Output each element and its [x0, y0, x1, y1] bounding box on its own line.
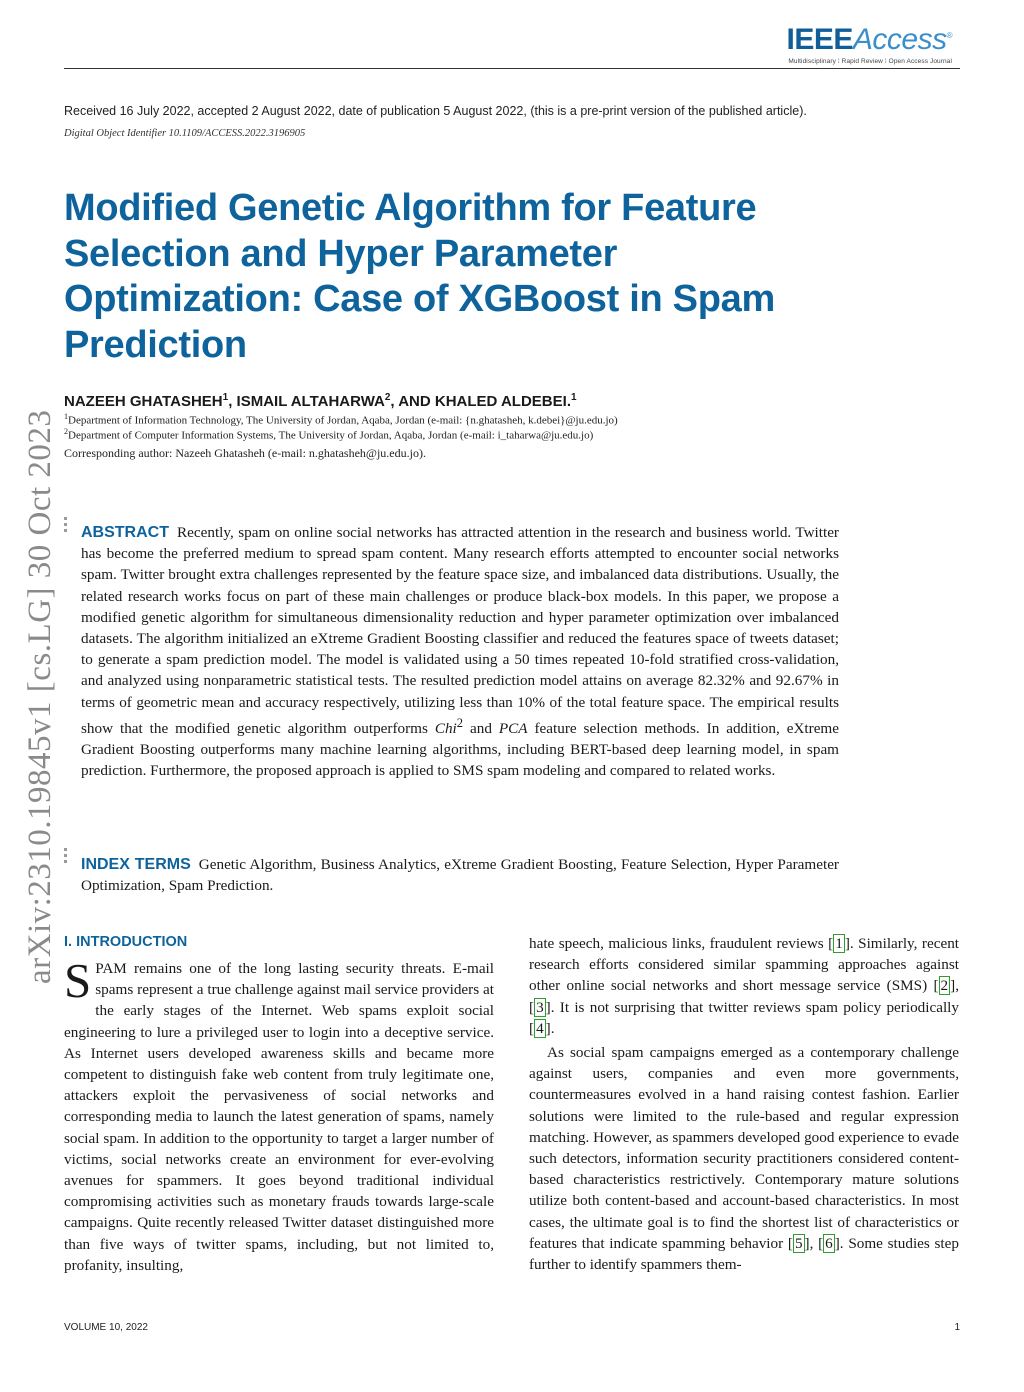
- affiliation-sup: 2: [64, 427, 68, 436]
- intro-paragraph: [529, 933, 959, 1039]
- affiliation-text: Department of Information Technology, The University of Jordan, Aqaba, Jordan (e-mail: {n.ghatasheh, k.debei}@ju.edu.jo): [68, 414, 618, 427]
- abstract-text-a: Recently, spam on online social networks has attracted attention in the research and business world. Twitter has become the preferred medium to spread spam content. Many research efforts attempted to encounter social networks spam. Twitter brought extra challenges represented by the feature space size, and imbalanced data distributions. Usually, the related research works focus on part of these main challenges or produce black-box models. In this paper, we propose a modified genetic algorithm for simultaneous dimensionality reduction and hyper parameter optimization over imbalanced datasets. The algorithm initialized an eXtreme Gradient Boosting classifier and reduced the features space of tweets dataset; to generate a spam prediction model. The model is validated using a 50 times repeated 10-fold stratified cross-validation, and analyzed using nonparametric statistical tests. The resulted prediction model attains on average 82.32% and 92.67% in terms of geometric mean and accuracy respectively, utilizing less than 10% of the total feature space. The empirical results show that the modified genetic algorithm outperforms: [81, 524, 839, 737]
- index-terms: [81, 854, 839, 896]
- paragraph-text: ]. It is not surprising that twitter reviews spam policy periodically [: [529, 998, 959, 1037]
- affiliation-text: Department of Computer Information Systems, The University of Jordan, Aqaba, Jordan (e-mail: i_taharwa@ju.edu.jo): [68, 429, 594, 442]
- author-affil-sup: 2: [384, 392, 391, 403]
- intro-paragraph: [529, 1042, 959, 1275]
- citation-link[interactable]: 6: [825, 1234, 833, 1252]
- chi-symbol: Chi: [434, 719, 457, 737]
- author-affil-sup: 1: [570, 392, 577, 403]
- intro-left-column: [64, 953, 494, 1276]
- author-name: ISMAIL ALTAHARWA: [236, 393, 385, 410]
- author-name: NAZEEH GHATASHEH: [64, 393, 223, 410]
- pca-symbol: PCA: [498, 719, 528, 737]
- paragraph-text: ], [: [529, 977, 959, 1016]
- intro-left-text: PAM remains one of the long lasting security threats. E-mail spams represent a true challenge against mail service providers at the early stages of the Internet. Web spams exploit social engineering to lure a privileged user to login into a deceptive service. As Internet users developed awareness skills and became more competent to distinguish fake web content from truly legitimate one, attackers exploit the pervasiveness of social networks and corresponding media to launch the latest generation of spams, namely social spam. In addition to the opportunity to target a larger number of victims, social networks create an environment for ever-evolving avenues for spammers. It goes beyond traditional individual compromising activities such as monetary frauds towards large-scale campaigns. Quite recently released Twitter dataset distinguished more than five ways of twitter spams, including, but not limited to, profanity, insulting,: [64, 960, 494, 1274]
- paper-title: Modified Genetic Algorithm for Feature Selection and Hyper Parameter Optimization: Case of XGBoost in Spam Prediction: [64, 187, 775, 366]
- paragraph-text: ].: [545, 1019, 555, 1037]
- abstract-and: and: [470, 719, 492, 737]
- author-name: AND KHALED ALDEBEI.: [398, 393, 571, 410]
- citation-link[interactable]: 5: [794, 1234, 803, 1252]
- citation-link[interactable]: 4: [536, 1019, 544, 1037]
- footer-volume: VOLUME 10, 2022: [64, 1322, 148, 1333]
- arxiv-stamp[interactable]: arXiv:2310.19845v1 [cs.LG] 30 Oct 2023: [22, 409, 58, 984]
- intro-right-column: [529, 933, 959, 1275]
- corresponding-author: Corresponding author: Nazeeh Ghatasheh (e-mail: n.ghatasheh@ju.edu.jo).: [64, 446, 426, 460]
- paragraph-text: hate speech, malicious links, fraudulent reviews [: [529, 935, 834, 952]
- paragraph-text: ], [: [804, 1234, 824, 1252]
- citation-link[interactable]: 2: [940, 977, 949, 995]
- citation-link[interactable]: 1: [835, 935, 843, 952]
- logo-ieee-text: IEEE: [786, 23, 853, 56]
- abstract-marker-dots: [64, 517, 69, 535]
- chi-superscript: 2: [456, 715, 464, 730]
- index-terms-text: Genetic Algorithm, Business Analytics, eXtreme Gradient Boosting, Feature Selection, Hyper Parameter Optimization, Spam Prediction.: [81, 856, 839, 895]
- abstract-label: ABSTRACT: [81, 524, 169, 541]
- index-terms-label: INDEX TERMS: [81, 856, 191, 873]
- page-number: 1: [954, 1322, 960, 1333]
- index-terms-marker-dots: [64, 848, 69, 866]
- abstract-text-b: feature selection methods. In addition, eXtreme Gradient Boosting outperforms many machine learning algorithms, including BERT-based deep learning model, in spam prediction. Furthermore, the proposed approach is applied to SMS spam modeling and compared to related works.: [81, 719, 839, 780]
- affiliation-sup: 1: [64, 412, 68, 421]
- logo-registered-mark: ®: [946, 31, 952, 40]
- drop-cap: S: [64, 953, 92, 1008]
- affiliation: [64, 412, 618, 427]
- author-affil-sup: 1: [222, 392, 229, 403]
- citation-link[interactable]: 3: [536, 998, 544, 1016]
- paragraph-text: As social spam campaigns emerged as a contemporary challenge against users, companies and even more governments, countermeasures evolved in a hand raising contest fashion. Earlier solutions were limited to the rule-based and regular expression matching. However, as spammers developed good experience to evade such detectors, information security practitioners considered content-based characteristics restrictively. Contemporary mature solutions utilize both content-based and account-based characteristics. In most cases, the ultimate goal is to find the shortest list of characteristics or features that indicate spamming behavior [: [529, 1044, 959, 1252]
- paragraph-text: ]. Some studies step further to identify spammers them-: [529, 1234, 959, 1274]
- abstract: [81, 522, 839, 782]
- publication-dates: Received 16 July 2022, accepted 2 August 2022, date of publication 5 August 2022, (this is a pre-print version of the published article).: [64, 104, 807, 118]
- author-list: NAZEEH GHATASHEH$^1$, ISMAIL ALTAHARWA$^2$, AND KHALED ALDEBEI.$^1$: [64, 392, 577, 410]
- paragraph-text: ]. Similarly, recent research efforts considered similar spamming approaches against other online social networks and short message service (SMS) [: [529, 935, 960, 995]
- header-divider: [64, 68, 960, 69]
- section-heading-introduction: I. INTRODUCTION: [64, 934, 188, 950]
- journal-logo: [787, 20, 952, 65]
- affiliation: [64, 427, 593, 442]
- logo-tagline: Multidisciplinary ⁞ Rapid Review ⁞ Open Access Journal: [788, 58, 952, 65]
- logo-access-text: Access: [852, 23, 947, 56]
- doi-line[interactable]: Digital Object Identifier 10.1109/ACCESS.2022.3196905: [64, 128, 306, 139]
